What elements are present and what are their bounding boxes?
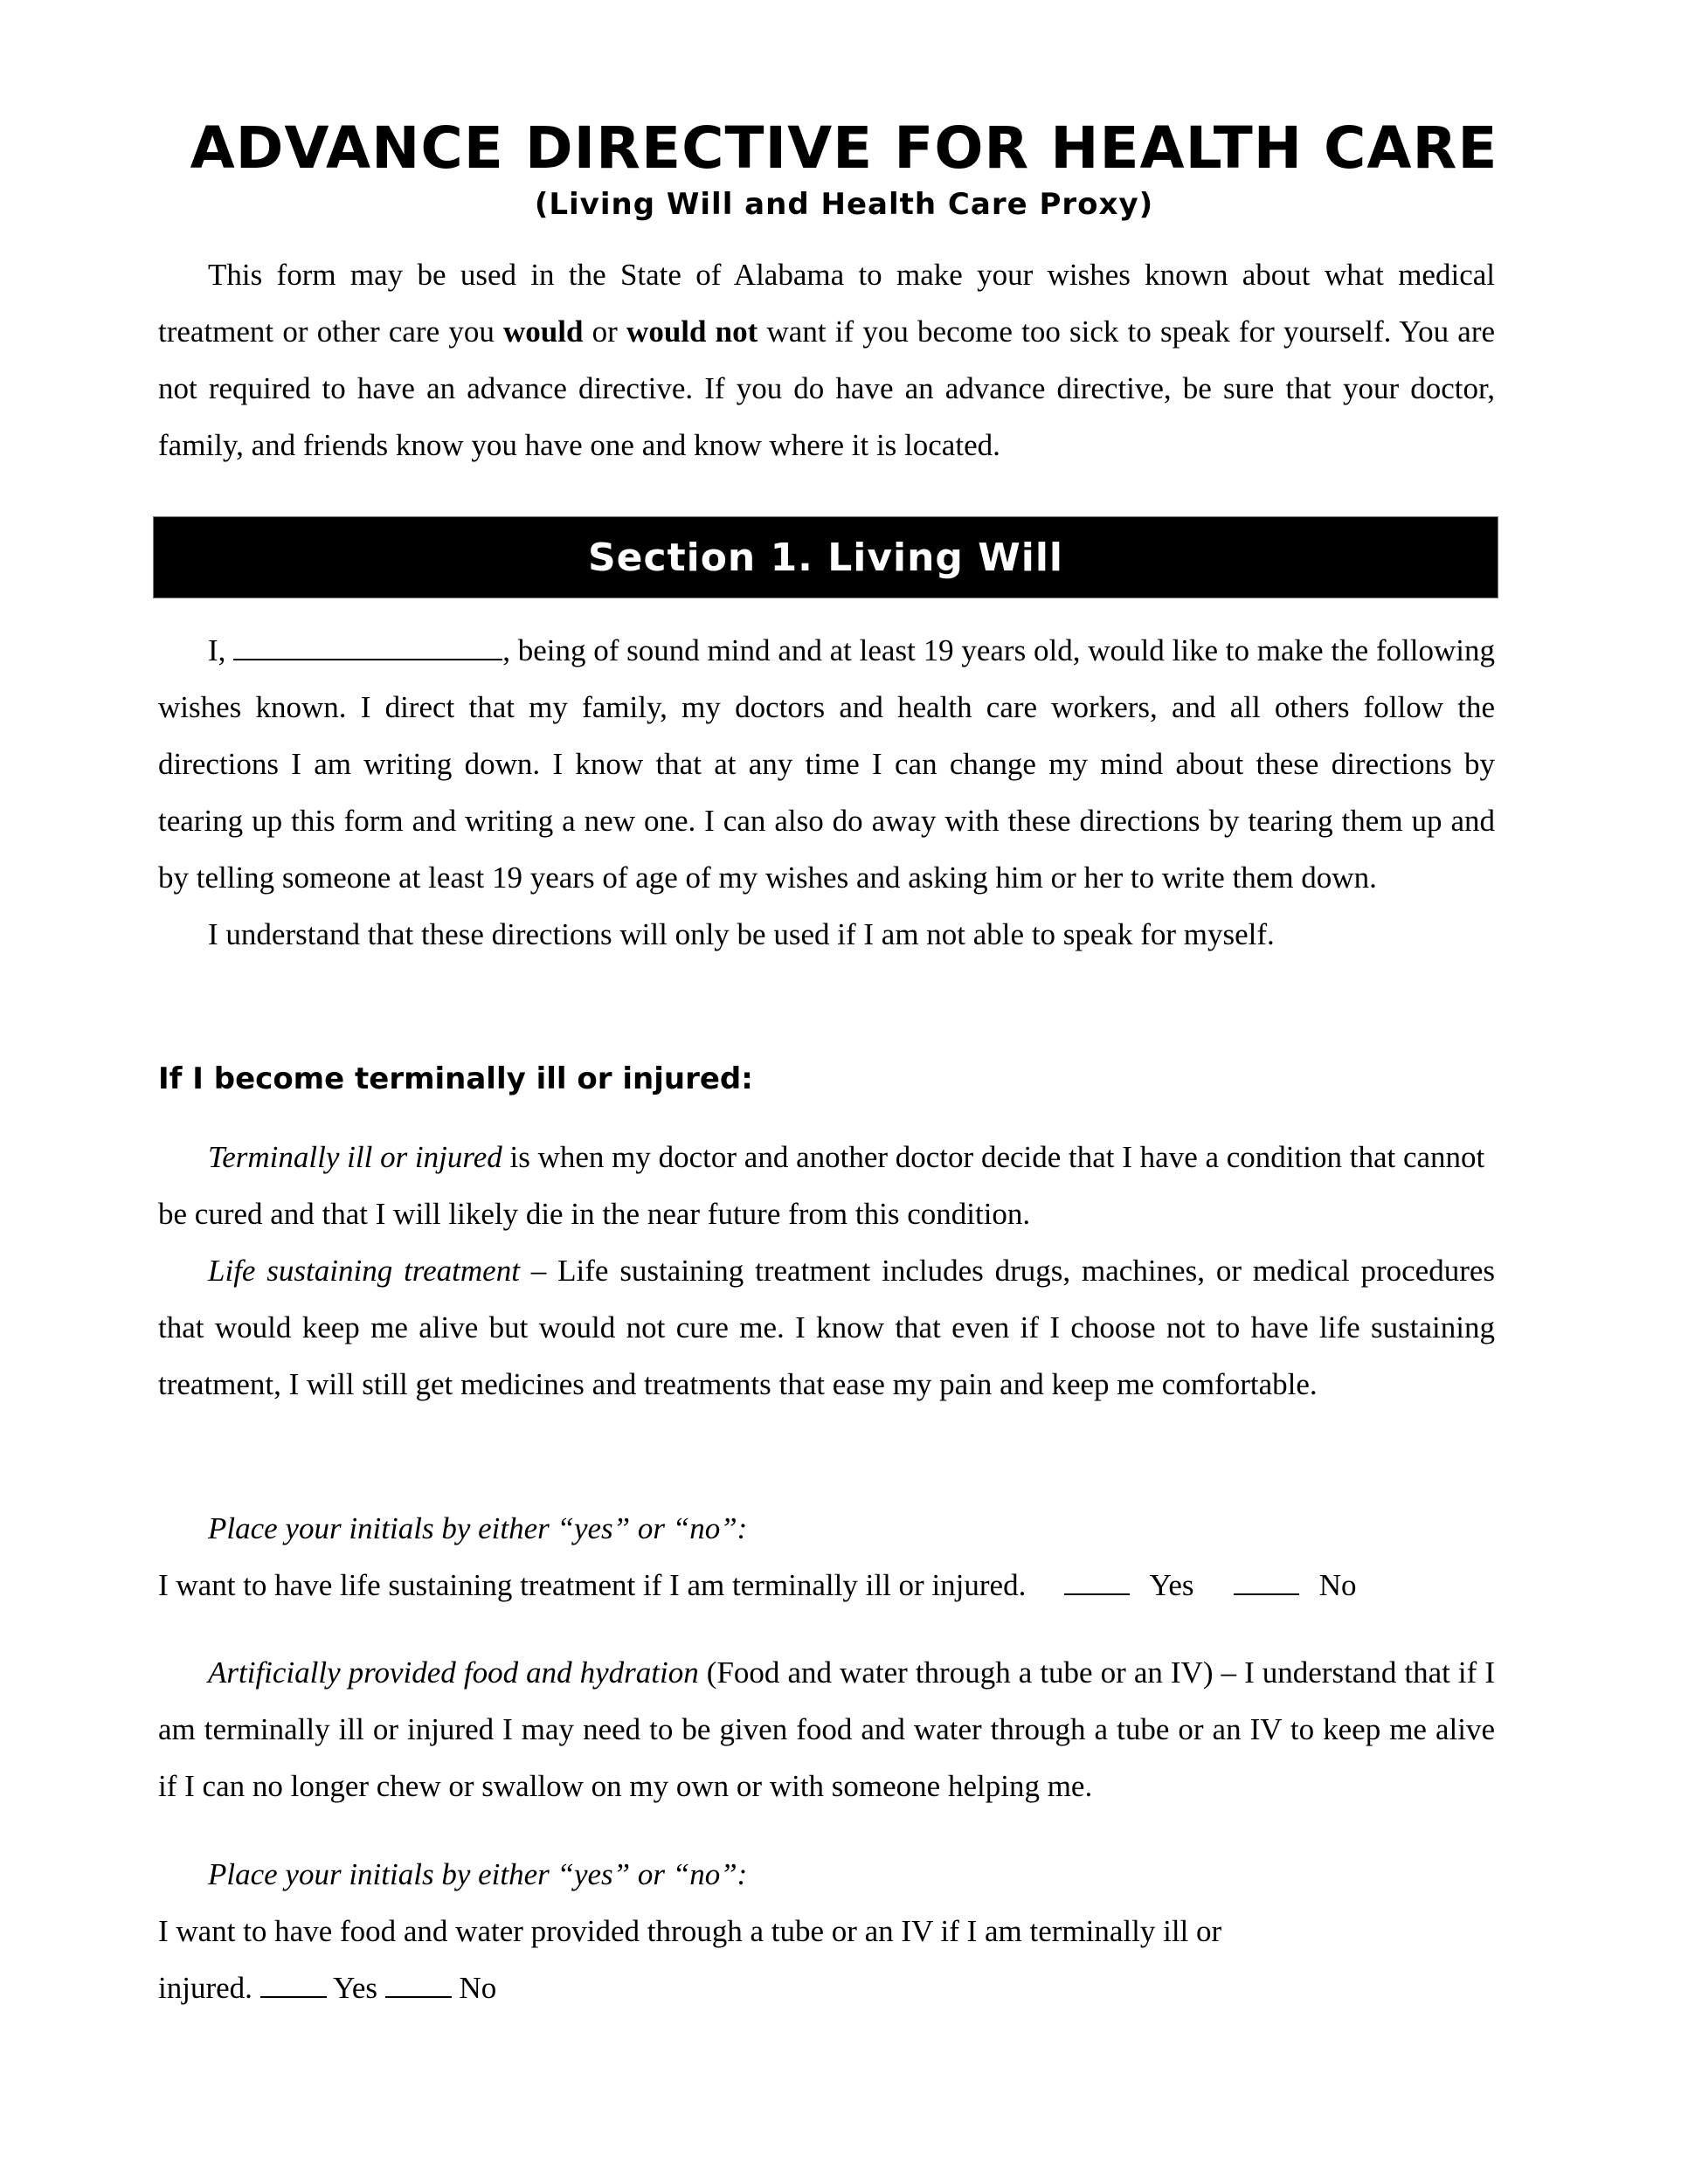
q2-no-initials-field[interactable] [385, 1972, 452, 1998]
terminal-definition: Terminally ill or injured is when my doctor and another doctor decide that I have a condition that cannot be cured and that I will likely die in the near future from this condition. [158, 1140, 1485, 1231]
document-title: ADVANCE DIRECTIVE FOR HEALTH CARE [190, 114, 1498, 182]
definitions [158, 1129, 1495, 1413]
q1-yes-label: Yes [1149, 1568, 1194, 1602]
emphasis-would-not: would not [626, 314, 758, 349]
terminal-subheading: If I become terminally ill or injured: [158, 1061, 753, 1096]
question-2-line-2: injured. Yes No [158, 1971, 497, 2005]
understand-statement: I understand that these directions will only be used if I am not able to speak for myself. [208, 917, 1275, 951]
q2-yes-label: Yes [333, 1971, 378, 2005]
q2-yes-initials-field[interactable] [260, 1972, 327, 1998]
emphasis-would: would [503, 314, 584, 349]
document-subtitle: (Living Will and Health Care Proxy) [534, 187, 1154, 222]
initials-prompt-1: Place your initials by either “yes” or “no”: [208, 1511, 748, 1545]
question-1-block [158, 1500, 1495, 1614]
food-hydration-definition: Artificially provided food and hydration (Food and water through a tube or an IV) – I understand that if I am terminally ill or injured I may need to be given food and water through a tube or an IV to keep me alive if I can no longer chew or swallow on my own or with someone helping me. [158, 1655, 1495, 1803]
life-sustaining-definition: Life sustaining treatment – Life sustaining treatment includes drugs, machines, or medical procedures that would keep me alive but would not cure me. I know that even if I choose not to have life sustaining treatment, I will still get medicines and treatments that ease my pain and keep me comfortable. [158, 1254, 1496, 1401]
living-will-statement: I, , being of sound mind and at least 19 years old, would like to make the following wishes known. I direct that my family, my doctors and health care workers, and all others follow the directions I am writing down. I know that at any time I can change my mind about these directions by tearing up this form and writing a new one. I can also do away with these directions by tearing them up and by telling someone at least 19 years of age of my wishes and asking him or her to write them down. I understand that these directions will only be used if I am not able to speak for myself. [158, 622, 1495, 963]
q1-yes-initials-field[interactable] [1064, 1569, 1130, 1595]
q1-no-label: No [1318, 1568, 1357, 1602]
q1-no-initials-field[interactable] [1234, 1569, 1299, 1595]
initials-prompt-2: Place your initials by either “yes” or “no”: [208, 1857, 748, 1891]
q2-no-label: No [459, 1971, 497, 2005]
question-1: I want to have life sustaining treatment if I am terminally ill or injured. Yes No [158, 1568, 1357, 1602]
question-2-block [158, 1846, 1495, 2016]
intro-paragraph: This form may be used in the State of Alabama to make your wishes known about what medical treatment or other care you would or would not want if you become too sick to speak for yourself. You are not required to have an advance directive. If you do have an advance directive, be sure that your doctor, family, and friends know you have one and know where it is located. [158, 258, 1496, 462]
section-1-header [153, 516, 1498, 598]
name-field[interactable] [233, 634, 502, 660]
question-2-line-1: I want to have food and water provided through a tube or an IV if I am terminally ill or [158, 1914, 1222, 1948]
section-1-title: Section 1. Living Will [587, 535, 1064, 580]
